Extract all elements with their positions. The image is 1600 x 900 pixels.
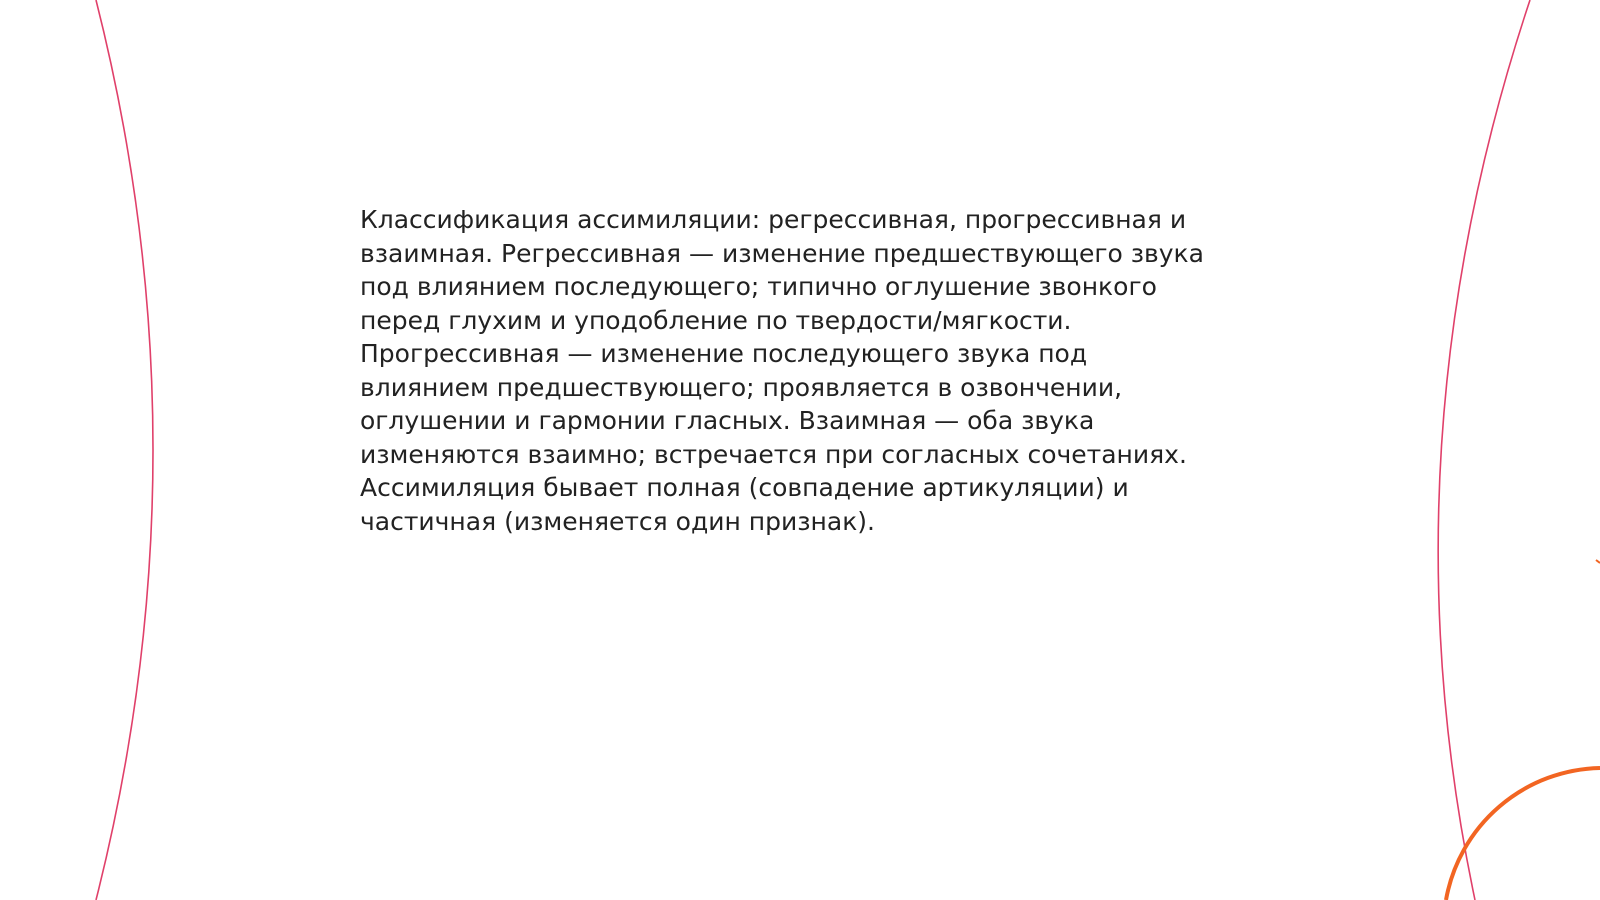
orange-circle-arc <box>1446 768 1600 900</box>
left-arc-line <box>96 0 153 900</box>
body-text: Классификация ассимиляции: регрессивная, прогрессивная и взаимная. Регрессивная — изменение предшествующего звука под влиянием последующего; типично оглушение звонкого перед глухим и уподобление по твердости/мягкости. Прогрессивная — изменение последующего звука под влиянием предшествующего; проявляется в озвончении, оглушении и гармонии гласных. Взаимная — оба звука изменяются взаимно; встречается при согласных сочетаниях. Ассимиляция бывает полная (совпадение артикуляции) и частичная (изменяется один признак). <box>360 205 1204 536</box>
small-corner-mark <box>1596 560 1600 563</box>
right-arc-line <box>1438 0 1530 900</box>
